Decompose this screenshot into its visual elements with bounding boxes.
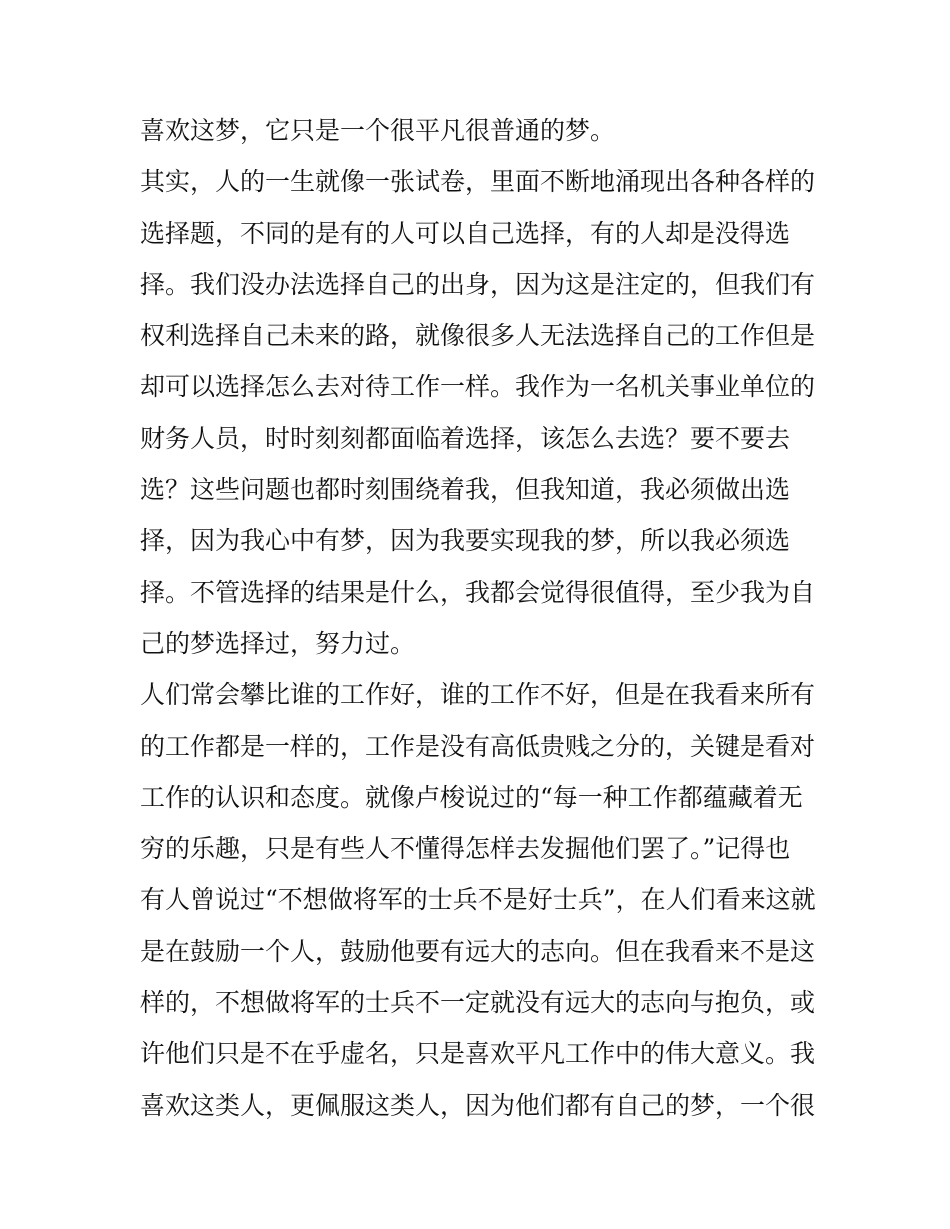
text-line: 的工作都是一样的，工作是没有高低贵贱之分的，关键是看对 xyxy=(140,731,816,761)
text-line: 权利选择自己未来的路，就像很多人无法选择自己的工作但是 xyxy=(140,321,816,351)
text-line: 穷的乐趣，只是有些人不懂得怎样去发掘他们罢了。”记得也 xyxy=(140,834,791,864)
text-line: 财务人员，时时刻刻都面临着选择，该怎么去选？要不要去 xyxy=(140,423,791,453)
body-text xyxy=(140,105,820,1131)
text-line: 人们常会攀比谁的工作好，谁的工作不好，但是在我看来所有 xyxy=(140,680,816,710)
text-line: 却可以选择怎么去对待工作一样。我作为一名机关事业单位的 xyxy=(140,372,816,402)
text-line: 择，因为我心中有梦，因为我要实现我的梦，所以我必须选 xyxy=(140,526,791,556)
text-line: 选？这些问题也都时刻围绕着我，但我知道，我必须做出选 xyxy=(140,475,791,505)
text-line: 有人曾说过“不想做将军的士兵不是好士兵”，在人们看来这就 xyxy=(140,885,816,915)
text-line: 样的，不想做将军的士兵不一定就没有远大的志向与抱负，或 xyxy=(140,988,816,1018)
text-line: 喜欢这梦，它只是一个很平凡很普通的梦。 xyxy=(140,116,616,145)
text-line: 己的梦选择过，努力过。 xyxy=(140,628,416,658)
text-line: 选择题，不同的是有的人可以自己选择，有的人却是没得选 xyxy=(140,218,791,248)
text-line: 择。不管选择的结果是什么，我都会觉得很值得，至少我为自 xyxy=(140,577,816,607)
text-line: 许他们只是不在乎虚名，只是喜欢平凡工作中的伟大意义。我 xyxy=(140,1039,816,1069)
text-line: 其实，人的一生就像一张试卷，里面不断地涌现出各种各样的 xyxy=(140,167,816,197)
text-line: 是在鼓励一个人，鼓励他要有远大的志向。但在我看来不是这 xyxy=(140,936,816,966)
text-line: 工作的认识和态度。就像卢梭说过的“每一种工作都蕴藏着无 xyxy=(140,782,803,812)
text-line: 择。我们没办法选择自己的出身，因为这是注定的，但我们有 xyxy=(140,269,816,299)
text-line: 喜欢这类人，更佩服这类人，因为他们都有自己的梦，一个很 xyxy=(140,1090,816,1120)
